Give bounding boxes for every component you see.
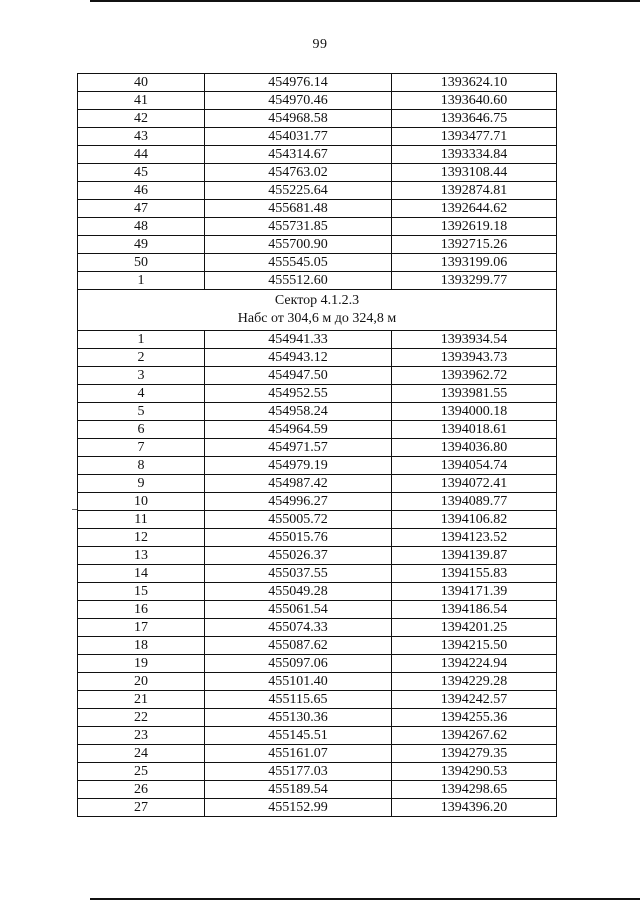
- table-row: [78, 637, 557, 655]
- table-row: [78, 493, 557, 511]
- x-coordinate-cell: 454314.67: [205, 146, 392, 164]
- y-coordinate-cell: 1392874.81: [392, 182, 557, 200]
- sector-header-row: [78, 290, 557, 331]
- table-row: [78, 182, 557, 200]
- table-row: [78, 74, 557, 92]
- table-row: [78, 367, 557, 385]
- x-coordinate-cell: 455026.37: [205, 547, 392, 565]
- table-row: [78, 673, 557, 691]
- table-row: [78, 565, 557, 583]
- table-row: [78, 218, 557, 236]
- scan-edge-top: [90, 0, 640, 2]
- x-coordinate-cell: 454971.57: [205, 439, 392, 457]
- table-row: [78, 529, 557, 547]
- y-coordinate-cell: 1393199.06: [392, 254, 557, 272]
- x-coordinate-cell: 455512.60: [205, 272, 392, 290]
- table-row: [78, 92, 557, 110]
- table-row: [78, 799, 557, 817]
- x-coordinate-cell: 455130.36: [205, 709, 392, 727]
- x-coordinate-cell: 454952.55: [205, 385, 392, 403]
- table-row: [78, 583, 557, 601]
- y-coordinate-cell: 1394279.35: [392, 745, 557, 763]
- y-coordinate-cell: 1393640.60: [392, 92, 557, 110]
- point-number-cell: 47: [78, 200, 205, 218]
- y-coordinate-cell: 1394201.25: [392, 619, 557, 637]
- point-number-cell: 15: [78, 583, 205, 601]
- y-coordinate-cell: 1394290.53: [392, 763, 557, 781]
- point-number-cell: 13: [78, 547, 205, 565]
- table-row: [78, 385, 557, 403]
- point-number-cell: 41: [78, 92, 205, 110]
- coordinates-table: [77, 73, 557, 817]
- table-row: [78, 164, 557, 182]
- x-coordinate-cell: 455049.28: [205, 583, 392, 601]
- table-row: [78, 403, 557, 421]
- coordinates-table-part2: [78, 331, 557, 817]
- point-number-cell: 40: [78, 74, 205, 92]
- table-row: [78, 763, 557, 781]
- point-number-cell: 49: [78, 236, 205, 254]
- point-number-cell: 21: [78, 691, 205, 709]
- x-coordinate-cell: 455145.51: [205, 727, 392, 745]
- sector-subtitle: Набс от 304,6 м до 324,8 м: [237, 311, 397, 326]
- y-coordinate-cell: 1392715.26: [392, 236, 557, 254]
- x-coordinate-cell: 455101.40: [205, 673, 392, 691]
- y-coordinate-cell: 1393943.73: [392, 349, 557, 367]
- y-coordinate-cell: 1393624.10: [392, 74, 557, 92]
- table-row: [78, 547, 557, 565]
- point-number-cell: 42: [78, 110, 205, 128]
- point-number-cell: 45: [78, 164, 205, 182]
- point-number-cell: 18: [78, 637, 205, 655]
- point-number-cell: 46: [78, 182, 205, 200]
- y-coordinate-cell: 1394139.87: [392, 547, 557, 565]
- y-coordinate-cell: 1394089.77: [392, 493, 557, 511]
- x-coordinate-cell: 455061.54: [205, 601, 392, 619]
- y-coordinate-cell: 1392619.18: [392, 218, 557, 236]
- x-coordinate-cell: 455005.72: [205, 511, 392, 529]
- x-coordinate-cell: 455189.54: [205, 781, 392, 799]
- x-coordinate-cell: 454031.77: [205, 128, 392, 146]
- x-coordinate-cell: 455037.55: [205, 565, 392, 583]
- table-row: [78, 236, 557, 254]
- x-coordinate-cell: 454947.50: [205, 367, 392, 385]
- point-number-cell: 4: [78, 385, 205, 403]
- x-coordinate-cell: 454970.46: [205, 92, 392, 110]
- x-coordinate-cell: 454996.27: [205, 493, 392, 511]
- point-number-cell: 27: [78, 799, 205, 817]
- point-number-cell: 5: [78, 403, 205, 421]
- table-row: [78, 781, 557, 799]
- y-coordinate-cell: 1393299.77: [392, 272, 557, 290]
- point-number-cell: 16: [78, 601, 205, 619]
- sector-header-cell: [78, 290, 557, 331]
- y-coordinate-cell: 1394224.94: [392, 655, 557, 673]
- y-coordinate-cell: 1393108.44: [392, 164, 557, 182]
- y-coordinate-cell: 1394171.39: [392, 583, 557, 601]
- x-coordinate-cell: 454958.24: [205, 403, 392, 421]
- point-number-cell: 23: [78, 727, 205, 745]
- point-number-cell: 1: [78, 331, 205, 349]
- sector-title: Сектор 4.1.2.3: [274, 293, 360, 308]
- table-row: [78, 146, 557, 164]
- y-coordinate-cell: 1394186.54: [392, 601, 557, 619]
- x-coordinate-cell: 455152.99: [205, 799, 392, 817]
- table-row: [78, 421, 557, 439]
- table-row: [78, 349, 557, 367]
- x-coordinate-cell: 454968.58: [205, 110, 392, 128]
- x-coordinate-cell: 454964.59: [205, 421, 392, 439]
- y-coordinate-cell: 1394155.83: [392, 565, 557, 583]
- point-number-cell: 22: [78, 709, 205, 727]
- y-coordinate-cell: 1394036.80: [392, 439, 557, 457]
- sector-header: [78, 290, 557, 331]
- point-number-cell: 43: [78, 128, 205, 146]
- y-coordinate-cell: 1393646.75: [392, 110, 557, 128]
- y-coordinate-cell: 1394000.18: [392, 403, 557, 421]
- y-coordinate-cell: 1394018.61: [392, 421, 557, 439]
- point-number-cell: 2: [78, 349, 205, 367]
- table-row: [78, 272, 557, 290]
- table-row: [78, 457, 557, 475]
- y-coordinate-cell: 1394106.82: [392, 511, 557, 529]
- y-coordinate-cell: 1393934.54: [392, 331, 557, 349]
- point-number-cell: 9: [78, 475, 205, 493]
- page-number: 99: [312, 37, 328, 52]
- table-row: [78, 601, 557, 619]
- y-coordinate-cell: 1393962.72: [392, 367, 557, 385]
- point-number-cell: 6: [78, 421, 205, 439]
- y-coordinate-cell: 1394255.36: [392, 709, 557, 727]
- point-number-cell: 17: [78, 619, 205, 637]
- point-number-cell: 3: [78, 367, 205, 385]
- table-row: [78, 475, 557, 493]
- point-number-cell: 50: [78, 254, 205, 272]
- x-coordinate-cell: 455225.64: [205, 182, 392, 200]
- point-number-cell: 26: [78, 781, 205, 799]
- x-coordinate-cell: 454943.12: [205, 349, 392, 367]
- x-coordinate-cell: 455097.06: [205, 655, 392, 673]
- table-row: [78, 200, 557, 218]
- point-number-cell: 1: [78, 272, 205, 290]
- y-coordinate-cell: 1394298.65: [392, 781, 557, 799]
- table-row: [78, 655, 557, 673]
- point-number-cell: 20: [78, 673, 205, 691]
- y-coordinate-cell: 1394242.57: [392, 691, 557, 709]
- table-row: [78, 439, 557, 457]
- y-coordinate-cell: 1393334.84: [392, 146, 557, 164]
- table-row: [78, 331, 557, 349]
- y-coordinate-cell: 1394123.52: [392, 529, 557, 547]
- point-number-cell: 8: [78, 457, 205, 475]
- point-number-cell: 11: [78, 511, 205, 529]
- y-coordinate-cell: 1394267.62: [392, 727, 557, 745]
- y-coordinate-cell: 1394215.50: [392, 637, 557, 655]
- table-row: [78, 619, 557, 637]
- table-row: [78, 709, 557, 727]
- x-coordinate-cell: 455115.65: [205, 691, 392, 709]
- table-row: [78, 254, 557, 272]
- x-coordinate-cell: 454987.42: [205, 475, 392, 493]
- x-coordinate-cell: 455074.33: [205, 619, 392, 637]
- table-row: [78, 511, 557, 529]
- point-number-cell: 12: [78, 529, 205, 547]
- y-coordinate-cell: 1393981.55: [392, 385, 557, 403]
- x-coordinate-cell: 455161.07: [205, 745, 392, 763]
- x-coordinate-cell: 454976.14: [205, 74, 392, 92]
- point-number-cell: 25: [78, 763, 205, 781]
- point-number-cell: 48: [78, 218, 205, 236]
- x-coordinate-cell: 454979.19: [205, 457, 392, 475]
- x-coordinate-cell: 455681.48: [205, 200, 392, 218]
- point-number-cell: 10: [78, 493, 205, 511]
- point-number-cell: 19: [78, 655, 205, 673]
- y-coordinate-cell: 1394072.41: [392, 475, 557, 493]
- x-coordinate-cell: 455700.90: [205, 236, 392, 254]
- point-number-cell: 24: [78, 745, 205, 763]
- point-number-cell: 14: [78, 565, 205, 583]
- y-coordinate-cell: 1393477.71: [392, 128, 557, 146]
- x-coordinate-cell: 455015.76: [205, 529, 392, 547]
- x-coordinate-cell: 455545.05: [205, 254, 392, 272]
- point-number-cell: 7: [78, 439, 205, 457]
- x-coordinate-cell: 454763.02: [205, 164, 392, 182]
- table-row: [78, 727, 557, 745]
- scan-edge-bottom: [90, 898, 640, 900]
- x-coordinate-cell: 455087.62: [205, 637, 392, 655]
- table-row: [78, 110, 557, 128]
- y-coordinate-cell: 1394396.20: [392, 799, 557, 817]
- coordinates-table-part1: [78, 74, 557, 290]
- y-coordinate-cell: 1394054.74: [392, 457, 557, 475]
- table-row: [78, 128, 557, 146]
- y-coordinate-cell: 1394229.28: [392, 673, 557, 691]
- table-row: [78, 691, 557, 709]
- x-coordinate-cell: 455177.03: [205, 763, 392, 781]
- x-coordinate-cell: 454941.33: [205, 331, 392, 349]
- y-coordinate-cell: 1392644.62: [392, 200, 557, 218]
- point-number-cell: 44: [78, 146, 205, 164]
- table-row: [78, 745, 557, 763]
- x-coordinate-cell: 455731.85: [205, 218, 392, 236]
